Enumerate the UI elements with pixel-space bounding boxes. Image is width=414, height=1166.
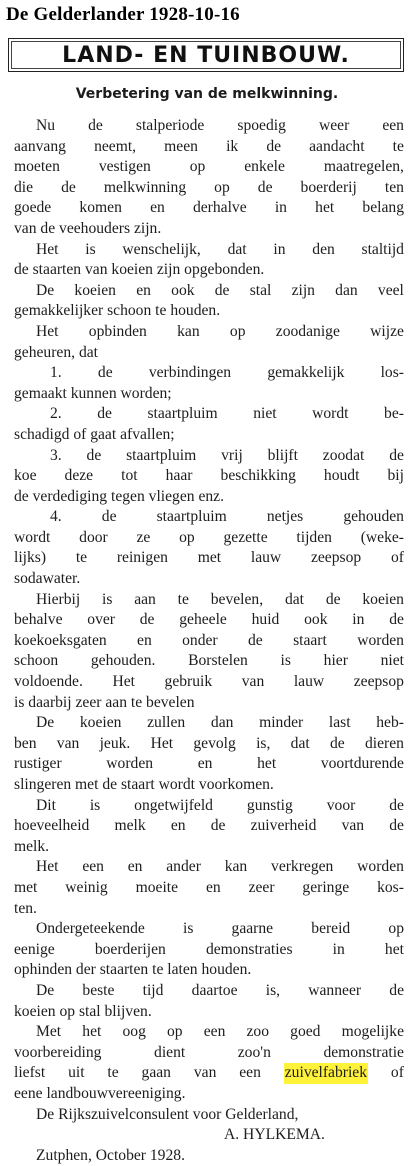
article-line: liefst uit te gaan van een zuivelfabriek of [14,1063,404,1084]
article-line: gemaakt kunnen worden; [14,384,172,402]
article-line: 1. de verbindingen gemakkelijk los- [50,364,404,382]
article-line: behalve over de geheele huid ook in de [14,611,404,629]
article-line: Met het oog op een zoo goed mogelijke [36,1023,404,1041]
article-line: aanvang neemt, meen ik de aandacht te [14,137,404,155]
article-line: Het is wenschelijk, dat in den staltijd [36,240,404,258]
article-line: 3. de staartpluim vrij blijft zoodat de [50,446,404,464]
article-line: De koeien en ook de stal zijn dan veel [36,281,404,299]
article-line: slingeren met de staart wordt voorkomen. [14,776,274,793]
article-line: A. HYLKEMA. [224,1126,325,1144]
article-line: Zutphen, October 1928. [36,1146,185,1164]
article-line: is daarbij zeer aan te bevelen [14,693,195,711]
newspaper-masthead: De Gelderlander 1928-10-16 [6,4,240,25]
article-line: moeten vestigen op enkele maatregelen, [14,158,404,176]
article-line: De Rijkszuivelconsulent voor Gelderland, [36,1105,299,1123]
article-line: ben van jeuk. Het gevolg is, dat de dieren [14,734,404,752]
section-header-box [8,38,404,72]
article-line: geheuren, dat [14,343,98,361]
article-line: voldoende. Het gebruik van lauw zeepsop [14,673,404,691]
article-line: van de veehouders zijn. [14,219,162,237]
article-line: ten. [14,899,37,917]
article-line: eenige boerderijen demonstraties in het [14,940,404,958]
article-headline: Verbetering van de melkwinning. [75,86,339,102]
article-line: eene landbouwvereeniging. [14,1084,186,1102]
article-line: wordt door ze op gezette tijden (weke- [14,528,404,546]
article-line: met weinig moeite en zeer geringe kos- [14,878,404,896]
article-line: Het een en ander kan verkregen worden [36,858,404,876]
article-line: lijks) te reinigen met lauw zeepsop of [14,549,404,567]
section-title: LAND- EN TUINBOUW. [62,42,350,68]
article-line: voorbereiding dient zoo'n demonstratie [14,1043,404,1061]
article-line: De beste tijd daartoe is, wanneer de [36,981,404,999]
article-line: 2. de staartpluim niet wordt be- [50,405,404,423]
article-line: melk. [14,837,50,855]
article-line: de staarten van koeien zijn opgebonden. [14,261,265,279]
article-line: Het opbinden kan op zoodanige wijze [36,322,404,340]
article-line: hoeveelheid melk en de zuiverheid van de [14,817,404,835]
article-line: de verdediging tegen vliegen enz. [14,487,224,505]
article-line: koe deze tot haar beschikking houdt bij [14,467,404,485]
article-line: De koeien zullen dan minder last heb- [36,714,404,732]
article-line: schadigd of gaat afvallen; [14,425,175,443]
article-line: Hierbij is aan te bevelen, dat de koeien [36,590,404,608]
article-line: Nu de stalperiode spoedig weer een [36,117,404,134]
article-body [14,116,404,1166]
article-line: Ondergeteekende is gaarne bereid op [36,920,404,938]
article-line: koeien op stal blijven. [14,1002,152,1020]
article-line: goede komen en derhalve in het belang [14,199,404,217]
article-line: schoon gehouden. Borstelen is hier niet [14,652,404,670]
article-line: die de melkwinning op de boerderij ten [14,178,404,196]
article-line: 4. de staartpluim netjes gehouden [50,508,404,526]
article-line: rustiger worden en het voortdurende [14,755,404,773]
article-line: gemakkelijker schoon te houden. [14,302,221,320]
article-line: sodawater. [14,570,81,588]
article-line: koekoeksgaten en onder de staart worden [14,631,404,649]
article-line: Dit is ongetwijfeld gunstig voor de [36,796,404,814]
article-line: ophinden der staarten te laten houden. [14,961,252,979]
